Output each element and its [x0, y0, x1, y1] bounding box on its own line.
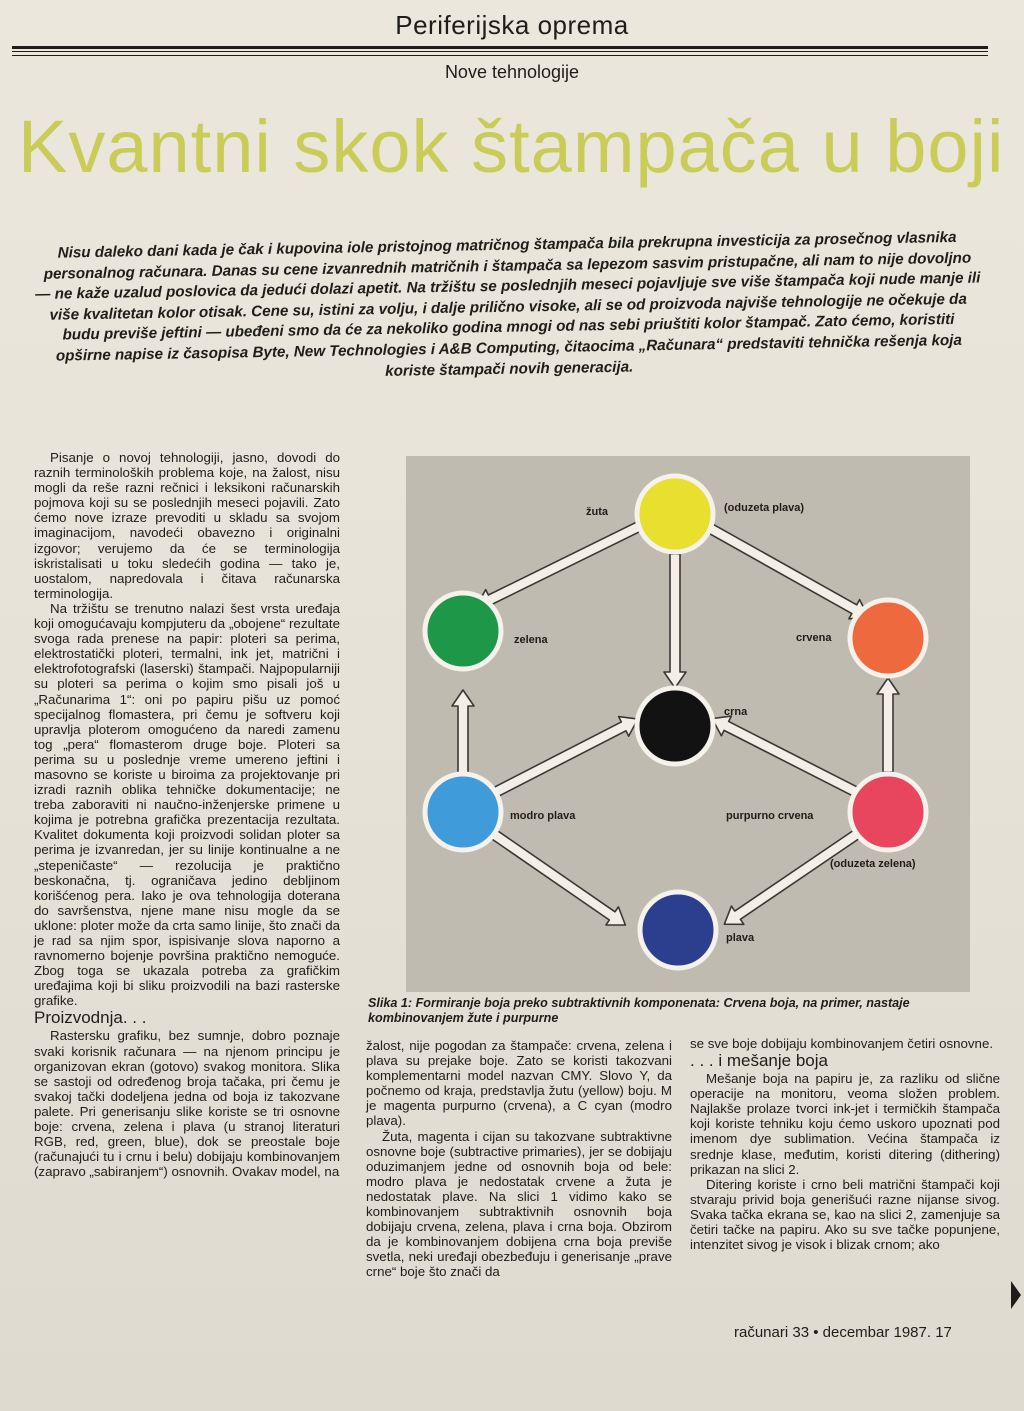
header-rule-thin-2	[12, 55, 988, 56]
arrow-magenta-to-red	[877, 678, 899, 772]
magenta-circle	[850, 774, 926, 850]
headline: Kvantni skok štampača u boji	[18, 105, 1005, 188]
label-oduzeta-zelena: (oduzeta zelena)	[830, 858, 916, 870]
blue-circle	[640, 892, 716, 968]
label-zuta: žuta	[586, 506, 608, 518]
arrow-yellow-to-red	[701, 516, 874, 626]
col2-paragraph-1: žalost, nije pogodan za štampače: crvena, zelena i plava su prejake boje. Zato se koristi takozvani komplementarni model nazvan CMY. Slovo Y, da počnemo od kraja, predstavlja žutu (yellow) boju. M je magenta purpurno (crvena), a C cyan (modro plava).	[366, 1038, 672, 1129]
col1-paragraph-2: Na tržištu se trenutno nalazi šest vrsta uređaja koji omogućavaju kompjuteru da „obojene“ rezultate svoga rada prenese na papir: ploteri sa perima, elektrostatički ploteri, termalni, ink jet, matrični i elektrofotografski (laserski) štampači. Najpopularniji su ploteri sa perima o kojim smo pisali još u „Računarima 1“: oni po papiru pišu uz pomoć specijalnog flomastera, pri čemu je softveru koji upravlja ploterom omogućeno da naredi zamenu tog „pera“ flomasterom druge boje. Ploteri sa perima su u poslednje vreme umereno jeftini i masovno se koriste u biroima za projektovanje pri izradi raznih oblika tehničke dokumentacije; ne treba zaboraviti ni naučno-inženjerske primene u kojima je potrebna grafička prezentacija rezultata. Kvalitet dokumenta koji proizvodi solidan ploter sa perima je izvanredan, jer su linije kontinualne a ne „stepeničaste“ — rezolucija je praktično beskonačna, tj. ograničava jedino debljinom korišćenog pera. Iako je ova tehnologija doterana do savršenstva, njene mane nisu mogle da se uklone: ploter može da crta samo linije, što znači da je rad sa njim spor, ispisivanje slova naporno a ravnomerno bojenje površina praktično nemoguće. Zbog toga se ukazala potreba za grafičkim uređajima koji bi sliku proizvodili na bazi rasterske grafike.	[34, 600, 340, 1009]
arrow-cyan-to-blue	[486, 824, 632, 934]
arrow-yellow-to-green	[471, 514, 649, 616]
cyan-circle	[425, 774, 501, 850]
column-1	[34, 450, 340, 1179]
col1-paragraph-3: Rastersku grafiku, bez sumnje, dobro poznaje svaki korisnik računara — na njenom principu je organizovan ekran (gotovo) svakog monitora. Slika se sastoji od određenog broja tačaka, pri čemu je svakoj tački dodeljena jedna od boja iz takozvane palete. Pri generisanju slike koriste se tri osnovne boje: crvena, zelena i plava (u stranoj literaturi RGB, red, green, blue), dok se preostale boje (računajući tu i crnu i belu) dobijaju kombinovanjem (zapravo „sabiranjem“) osnovnih. Ovakav model, na	[34, 1028, 340, 1180]
section-title: Periferijska oprema	[395, 10, 629, 40]
label-modro-plava: modro plava	[510, 810, 576, 822]
page-footer: računari 33 • decembar 1987. 17	[734, 1324, 952, 1341]
label-purpurno-crvena: purpurno crvena	[726, 810, 814, 822]
label-zelena: zelena	[514, 634, 548, 646]
label-plava: plava	[726, 932, 755, 944]
col1-paragraph-1: Pisanje o novoj tehnologiji, jasno, dovodi do raznih terminoloških problema koje, na žalost, nisu mogli da reše razni rečnici i leksikoni računarskih pojmova koji su se poslednjih meseci pojavili. Zato ćemo nove izraze prevoditi u skladu sa svojom imaginacijom, navodeći obavezno i originalni izgovor; verujemo da će se terminologija iskristalisati u toku sledećih godina — tako je, uostalom, napredovala i čitava računarska terminologija.	[34, 450, 340, 601]
column-2	[366, 1038, 672, 1280]
black-circle	[637, 688, 713, 764]
color-diagram-svg	[406, 456, 970, 992]
col3-paragraph-2: Mešanje boja na papiru je, za razliku od slične operacije na monitoru, veoma složen problem. Najlakše prolaze tvorci ink-jet i termičkih štampača koji koriste tehniku koju ćemo uskoro upoznati pod imenom dye sublimation. Većina štampača iz srednje klase, međutim, koristi ditering (dithering) prikazan na slici 2.	[690, 1071, 1000, 1177]
subsection-title: Nove tehnologije	[444, 62, 580, 82]
lead-paragraph: Nisu daleko dani kada je čak i kupovina iole pristojnog matričnog štampača bila prekrupna investicija za prosečnog vlasnika personalnog računara. Danas su cene izvanrednih matričnih i štampača sa lepezom sasvim pristupačne, ali nam to nije dovoljno — ne kaže uzalud poslovica da jedući dolazi apetit. Na tržištu se poslednjih meseci pojavljuje sve više štampača koji nude manje ili više kvalitetan kolor otisak. Cene su, istini za volju, i dalje prilično visoke, ali se od proizvoda najviše tehnologije ne očekuje da budu previše jeftini — ubeđeni smo da će za nekoliko godina mnogi od nas sebi priuštiti kolor štampač. Zato ćemo, koristiti opširne napise iz časopisa Byte, New Technologies i A&B Computing, čitaocima „Računara“ predstaviti tehnička rešenja koja koriste štampači novih generacija.	[35, 228, 981, 380]
col3-paragraph-1: se sve boje dobijaju kombinovanjem četiri osnovne.	[690, 1036, 994, 1051]
arrow-yellow-to-black	[664, 554, 686, 688]
arrow-magenta-to-blue	[718, 823, 866, 933]
page-edge-marker	[1011, 1281, 1021, 1309]
header-rule	[12, 46, 988, 49]
figure-caption: Slika 1: Formiranje boja preko subtraktivnih komponenata: Crvena boja, na primer, nastaje kombinovanjem žute i purpurne	[368, 996, 910, 1025]
col3-heading: . . . i mešanje boja	[690, 1051, 828, 1071]
label-crvena: crvena	[796, 632, 832, 644]
arrow-magenta-to-black	[707, 709, 865, 804]
col2-paragraph-2: Žuta, magenta i cijan su takozvane subtraktivne osnovne boje (subtractive primaries), jer se dobijaju oduzimanjem jedne od osnovnih boja od bele: modro plava je nedostatak crvene a žuta je nedostatak plave. Na slici 1 vidimo kako se kombinovanjem subtraktivnih osnovnih boja dobijaju crvena, zelena, plava i crna boja. Obzirom da je kombinovanjem dobijena crna boja previše svetla, neki uređaji obezbeđuju i generisanje „prave crne“ boje što znači da	[366, 1128, 672, 1280]
column-3	[690, 1036, 1000, 1252]
label-crna: crna	[724, 706, 748, 718]
header-rule-thin	[12, 51, 988, 52]
red-circle	[850, 600, 926, 676]
col3-paragraph-3: Ditering koriste i crno beli matrični štampači koji stvaraju privid boja generišući razne nijanse sivog. Svaka tačka ekrana se, kao na slici 2, zamenjuje sa četiri tačke na papiru. Ako su sve tačke popunjene, intenzitet sivog je visok i blizak crnom; ako	[690, 1176, 1000, 1253]
green-circle	[425, 593, 501, 669]
label-oduzeta-plava: (oduzeta plava)	[724, 502, 805, 514]
yellow-circle	[637, 476, 713, 552]
arrow-cyan-to-black	[487, 709, 643, 804]
arrow-cyan-to-green	[452, 690, 474, 774]
color-diagram	[406, 456, 970, 992]
col1-heading: Proizvodnja. . .	[34, 1008, 147, 1028]
